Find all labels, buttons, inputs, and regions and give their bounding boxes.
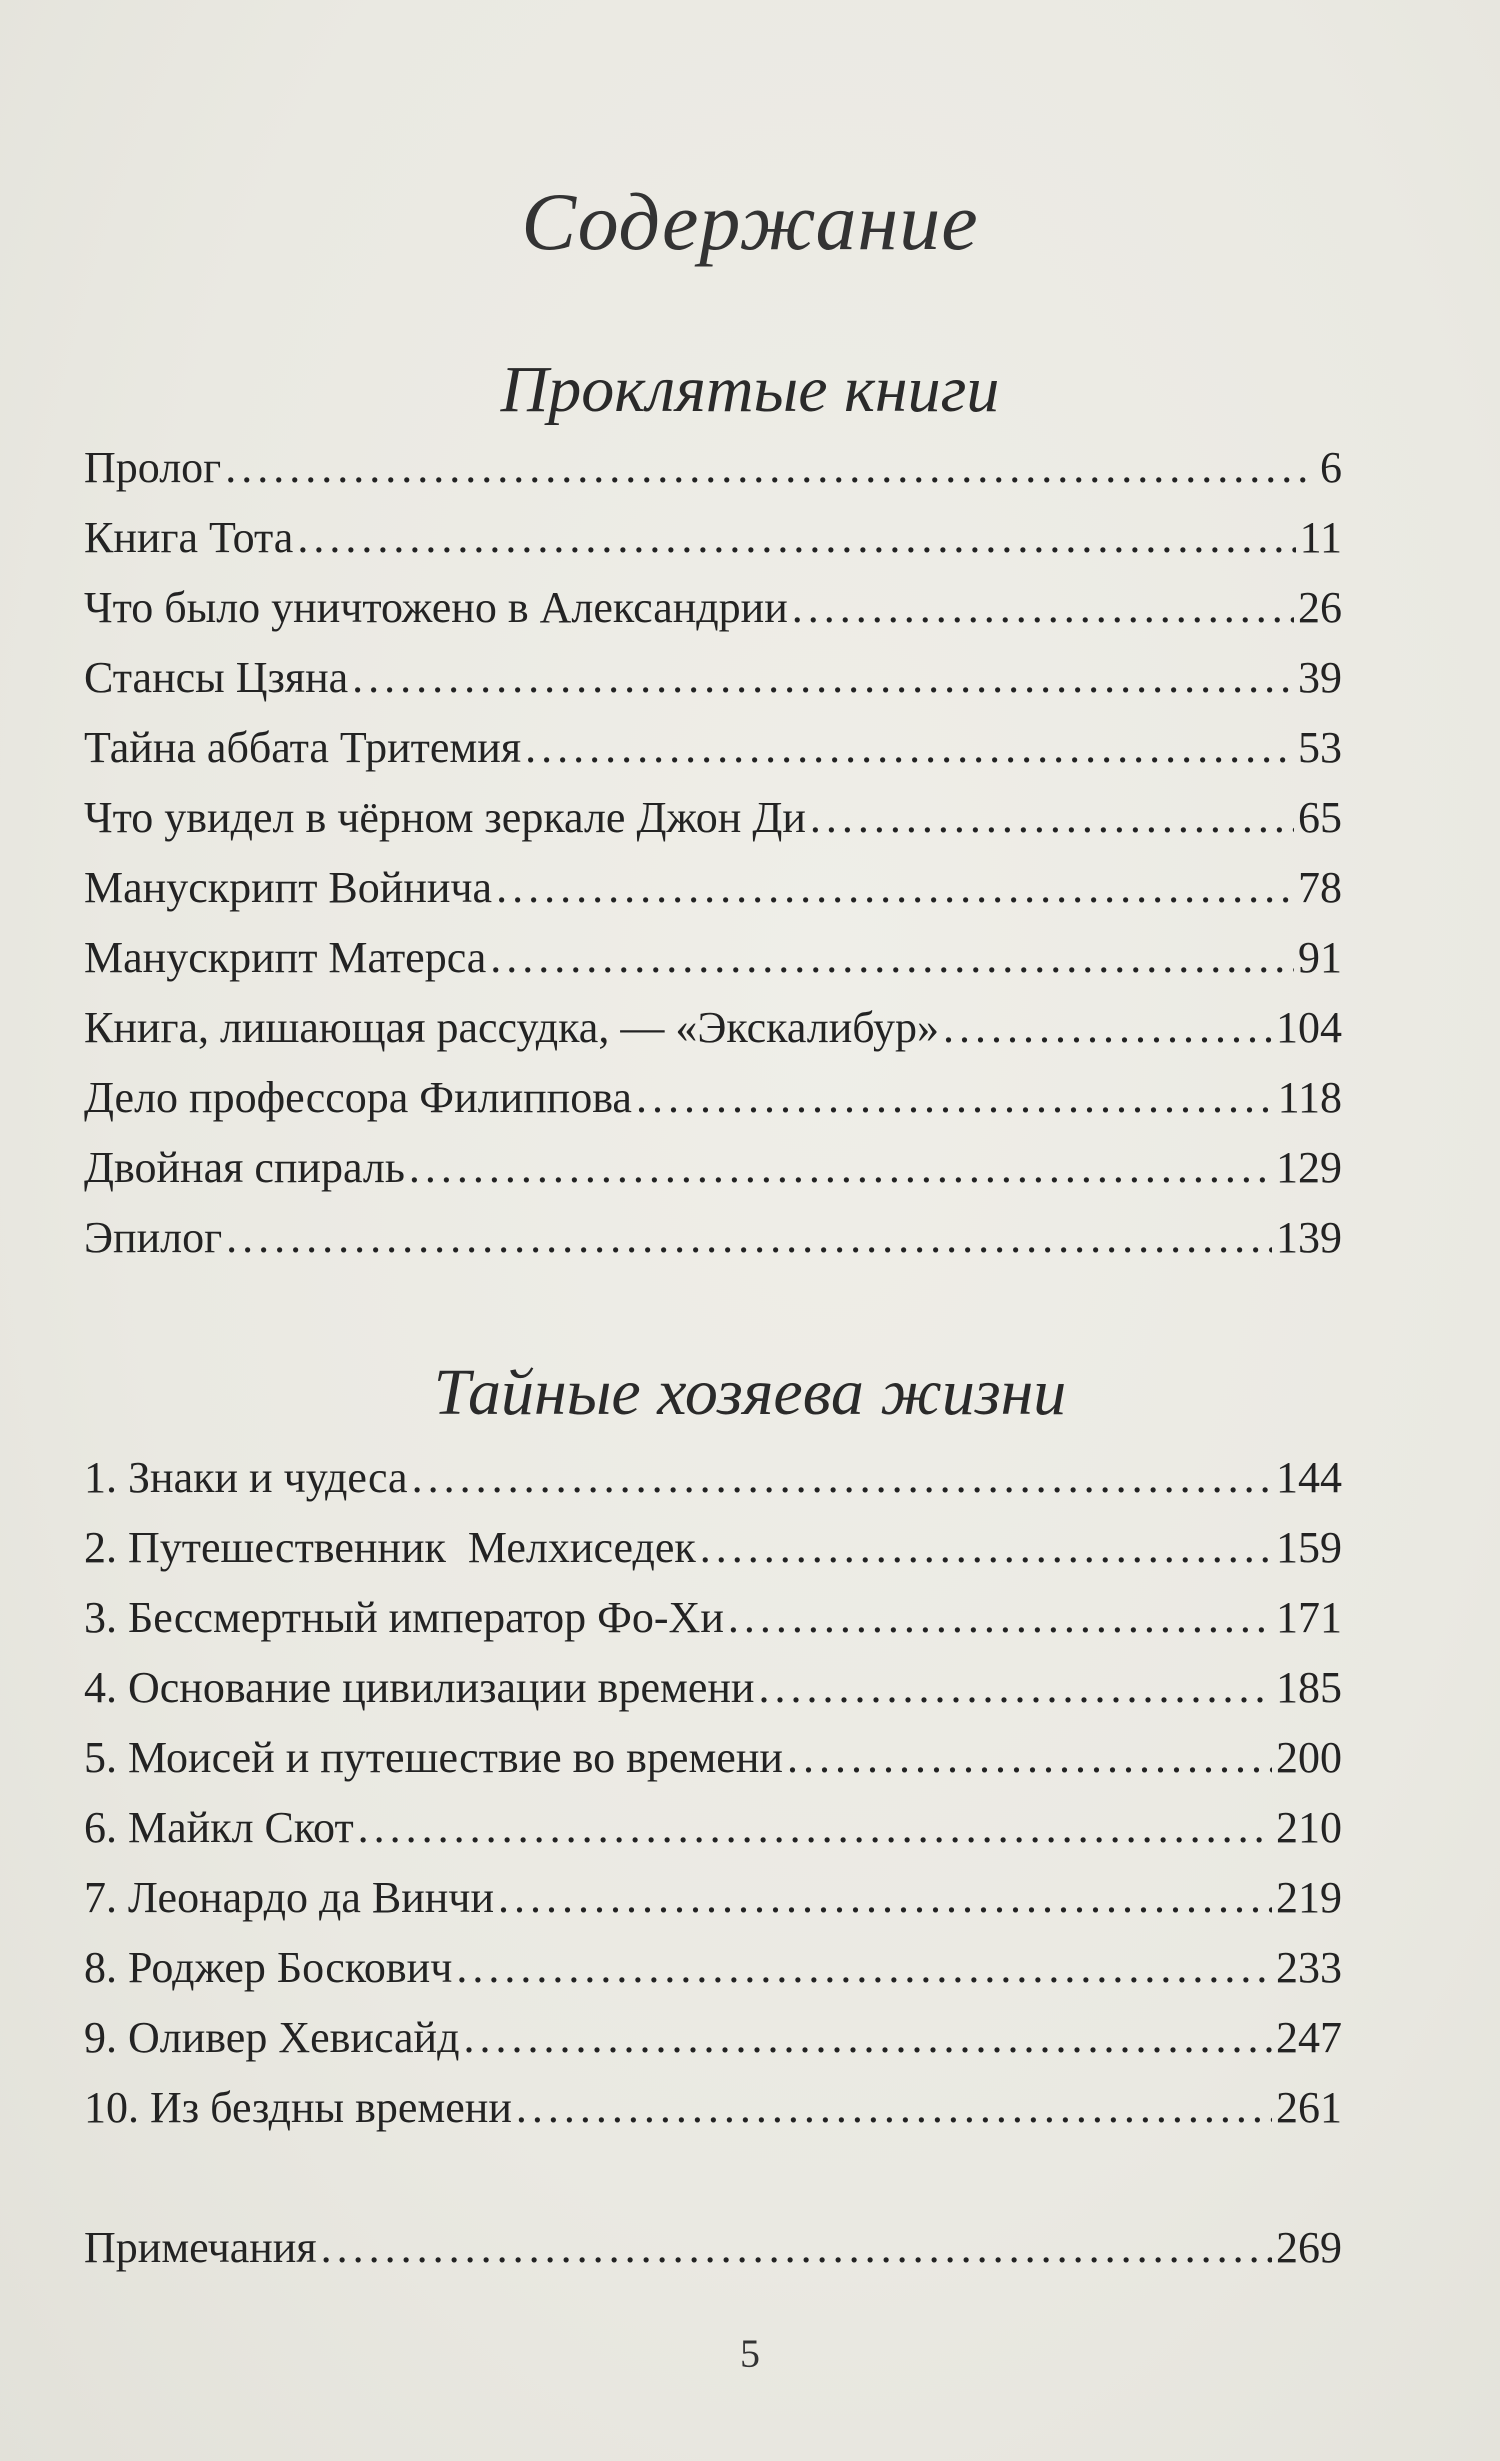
toc-entry: Пролог . . . 6	[84, 433, 1342, 503]
toc-section-1	[84, 433, 1342, 1273]
toc-entry-notes: Примечания . . . 269	[84, 2213, 1342, 2283]
toc-entry: Манускрипт Матерса . . . 91	[84, 923, 1342, 993]
dot-leader	[412, 1443, 1272, 1513]
dot-leader	[358, 1793, 1272, 1863]
page-title: Содержание	[521, 176, 979, 267]
dot-leader	[456, 1933, 1272, 2003]
toc-entry: 5. Моисей и путешествие во времени . . . 200	[84, 1723, 1342, 1793]
section-title-1: Проклятые книги	[500, 353, 1000, 426]
dot-leader	[490, 923, 1294, 993]
toc-entry: Что было уничтожено в Александрии . . . 26	[84, 573, 1342, 643]
toc-entry: 7. Леонардо да Винчи . . . 219	[84, 1863, 1342, 1933]
toc-entry: 1. Знаки и чудеса . . . 144	[84, 1443, 1342, 1513]
dot-leader	[700, 1513, 1272, 1583]
dot-leader	[496, 853, 1294, 923]
page-number: 5	[740, 2331, 760, 2376]
toc-entry: Книга Тота . . . 11	[84, 503, 1342, 573]
toc-entry: Что увидел в чёрном зеркале Джон Ди . . . 65	[84, 783, 1342, 853]
dot-leader	[758, 1653, 1272, 1723]
toc-section-2	[84, 1443, 1342, 2143]
dot-leader	[792, 573, 1294, 643]
dot-leader	[516, 2073, 1272, 2143]
toc-notes	[84, 2213, 1342, 2283]
toc-entry: Тайна аббата Тритемия . . . 53	[84, 713, 1342, 783]
toc-entry: Дело профессора Филиппова . . . 118	[84, 1063, 1342, 1133]
dot-leader	[225, 433, 1316, 503]
dot-leader	[321, 2213, 1272, 2283]
dot-leader	[226, 1203, 1272, 1273]
dot-leader	[352, 643, 1294, 713]
dot-leader	[636, 1063, 1274, 1133]
section-title-2: Тайные хозяева жизни	[433, 1356, 1067, 1429]
dot-leader	[810, 783, 1294, 853]
toc-entry: 8. Роджер Боскович . . . 233	[84, 1933, 1342, 2003]
toc-entry: 9. Оливер Хевисайд . . . 247	[84, 2003, 1342, 2073]
dot-leader	[463, 2003, 1272, 2073]
toc-entry: 4. Основание цивилизации времени . . . 185	[84, 1653, 1342, 1723]
toc-entry: Двойная спираль . . . 129	[84, 1133, 1342, 1203]
toc-entry: Эпилог . . . 139	[84, 1203, 1342, 1273]
toc-entry: 10. Из бездны времени . . . 261	[84, 2073, 1342, 2143]
toc-entry: 6. Майкл Скот . . . 210	[84, 1793, 1342, 1863]
dot-leader	[498, 1863, 1272, 1933]
toc-entry: Манускрипт Войнича . . . 78	[84, 853, 1342, 923]
dot-leader	[787, 1723, 1272, 1793]
dot-leader	[943, 993, 1272, 1063]
dot-leader	[525, 713, 1294, 783]
toc-entry: Стансы Цзяна . . . 39	[84, 643, 1342, 713]
dot-leader	[297, 503, 1295, 573]
toc-entry: Книга, лишающая рассудка, — «Экскалибур» . . . 104	[84, 993, 1342, 1063]
dot-leader	[409, 1133, 1272, 1203]
toc-entry: 2. Путешественник Мелхиседек . . . 159	[84, 1513, 1342, 1583]
toc-entry: 3. Бессмертный император Фо-Хи . . . 171	[84, 1583, 1342, 1653]
dot-leader	[728, 1583, 1272, 1653]
